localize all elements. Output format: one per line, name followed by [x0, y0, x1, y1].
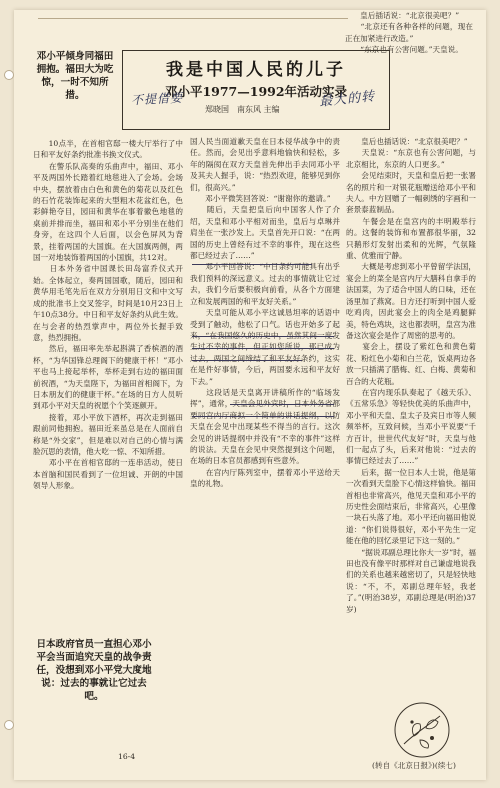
column-left: 10点半，在首相官邸一楼大厅举行了中日和平友好条约批准书换文仪式。 在警乐队高奏的乐曲声中，福田、邓小平及两国外长踏着红地毯进入了会场。会场中央，摆放着由白色和黄色的菊花以及红色的石竹花装饰起来的大型粗木花盆红色，色彩鲜艳夺目，园田和黄华在事着徽色地毯的桌前并排而坐，福田和邓小平分别坐在他们身旁，在这四个人后面，以会色屏风为背景，挂着两国的大国旗。在大国旗两侧，两国一对地装饰着两国的小国旗，共12对。 日本外务省中国课长田岛富乔仪式开始。全体起立，奏两国国歌，随后，园田和黄华用毛笔先后在双方分别用日文和中文写成的批准书上交叉签字，时间是10月23日上午10点38分。中日和平友好条约从此生效。在与会者的热烈掌声中，两位外长握手致意，热烈拥抱。 然后，福田率先举起斟满了香槟酒的酒杯，“为华国锋总理阁下的健康干杯！”邓小平也马上接起举杯，举杯走到右边的福田面前祝酒，“为天皇陛下，为福田首相阁下，为日本朋友们的健康干杯。”在场的日方人员听到邓小平对天皇的祝愿个个笑逐颜开。 接着，邓小平放下酒杯，再次走到福田跟前同他拥抱。福田近来虽总是在人面前自称是“外交家”，但是难以对自己的心情与满脸沉思的表情，他大吃一惊、不知所措。 邓小平在首相官邸的一连串活动，使日本首脑和国民看到了一位坦诚、开朗的中国领导人形象。 [33, 139, 183, 491]
column-right: 皇后也插话说：“北京很美吧？” 天皇说：“东京也有公害问题，与北京相比，东京的人口更多。” 会见结束时，天皇和皇后把一张署名的照片和一对银花瓶赠送给邓小平和夫人。中方回赠了一幅刺绣的字画和一套景泰蓝制品。 午餐会是在皇宫内的丰明殿举行的。这餐的装饰和布置都很华丽，32只鹅形灯发射出柔和的光辉，气氛隆重、优雅而宁静。 大概是考虑到邓小平曾留学法国，宴会上的菜全是宫内厅大膳科自拿手的法国菜，为了适合中国人的口味，还在汤里加了燕窝。日方还打听到中国人爱吃鸡肉，因此宴会上的肉全是鸡腿鲜美，特色鸡块，这也都表明，皇宫为准备这次宴会是作了周密的思考的。 宴会上，摆设了紫红色和黄色菊花、粉红色小菊和白兰花，饭桌两边各放一只插满了腊梅、红、白梅、黄菊和百合的大花瓶。 在宫内现乐队奏起了《越天乐》、《五常乐急》等轻快优美的乐曲声中，邓小平和天皇、皇太子及宾日市等人频频举杯，互致问候，当邓小平说要“千方百计，世世代代友好”时，天皇与他们一起点了头，后来对他说：“过去的事情已经过去了……” 后来，据一位日本人士说，他是第一次看到天皇脸下心情这样愉快。福田首相也非常高兴，他见天皇和邓小平的历史性会面结束后，非常高兴，心里像一块石头落了地。邓小平还向福田他说道：“你们说得很好，邓小平先生一定能在他的回忆录里记下这一刻的。” “据说邓副总理比你大一岁”时，福田也没有像平时那样对自己谦虚地说我们的关系也越来越密切了，只是轻快地说：“不，不，邓副总理年轻，我老了。”(明治38岁，邓副总理是(明治)37岁) [346, 137, 476, 614]
sidebar-heading: 邓小平倾身同福田拥抱。福田大为吃惊，一时不知所措。 [36, 51, 114, 101]
pen-underline [192, 360, 302, 361]
column-top-right: 皇后插话说：“北京很美吧？” “北京还有各种各样的问题，现在正在加紧进行改造。” “东京也有公害问题。”天皇说。 [345, 11, 473, 55]
binder-hole [4, 720, 14, 730]
pen-underline [192, 264, 312, 265]
page-number: 16-4 [118, 752, 136, 761]
pen-underline [192, 348, 334, 349]
flower-ornament-icon [392, 700, 452, 760]
handwritten-note-left: 不提借要 [130, 90, 184, 108]
source-note: (转自《北京日报》)(续七) [372, 761, 456, 770]
handwritten-note-right: 最大的转 [318, 89, 376, 110]
pen-underline [192, 416, 334, 417]
article-title-box [122, 50, 390, 130]
article-subtitle: 邓小平1977—1992年活动实录 [164, 84, 348, 99]
article-editors: 郑晓国 南东风 主编 [205, 105, 280, 114]
pen-underline [230, 404, 334, 405]
pen-underline [192, 336, 334, 337]
binder-hole [4, 70, 14, 80]
article-title: 我是中国人民的儿子 [166, 60, 346, 80]
column-middle: 国人民当面道歉天皇在日本侵华战争中的责任。然而，会见出乎意料地愉快和轻松，多年的隔阂在双方天皇首先伸出手去同邓小平及其夫人握手，说：“热烈欢迎，能够见到你们，很高兴。” 邓小平微笑回答说：“谢谢你的邀请。” 随后，天皇把皇后向中国客人作了介绍，天皇和邓小平相对而坐，皇后与卓琳并肩坐在一张沙发上。天皇首先开口说：“在两国的历史上曾经有过不幸的事件，现在这些都已经过去了……” 邓小平回答说：“中日条约可能具有出乎我们预料的深远意义。过去的事情就让它过去，我们今后要积极向前看，从各个方面建立和发展两国的和平友好关系。” 天皇可能从邓小平这诚恳坦率的话语中受到了触动，他松了口气。话也开始多了起来，“在我国悠久的历史中，虽然其间一度发生过不幸的事件，但正如您所说，那已成为过去，两国之间缔结了和平友好条约，这实在是件好事情，今后，两国要永远和平友好下去。” 这段话是天皇离开讲稿所作的“临场发挥”，通常，天皇会见外宾时，日本外务省都要同宫内厅商拟一个简单的讲话提纲，以防天皇在会见中出现某些不得当的言行。这次会见的讲话提纲中并没有“不幸的事件”这样的说法。天皇在会见中突然提到这个问题，在场的日本官员都感到有些意外。 在宫内厅陈列室中，摆着邓小平送给天皇的礼物。 [190, 137, 340, 489]
sidebar-heading-2: 日本政府官员一直担心邓小平会当面追究天皇的战争责任，没想到邓小平党大度地说：过去的事就让它过去吧。 [36, 639, 152, 702]
